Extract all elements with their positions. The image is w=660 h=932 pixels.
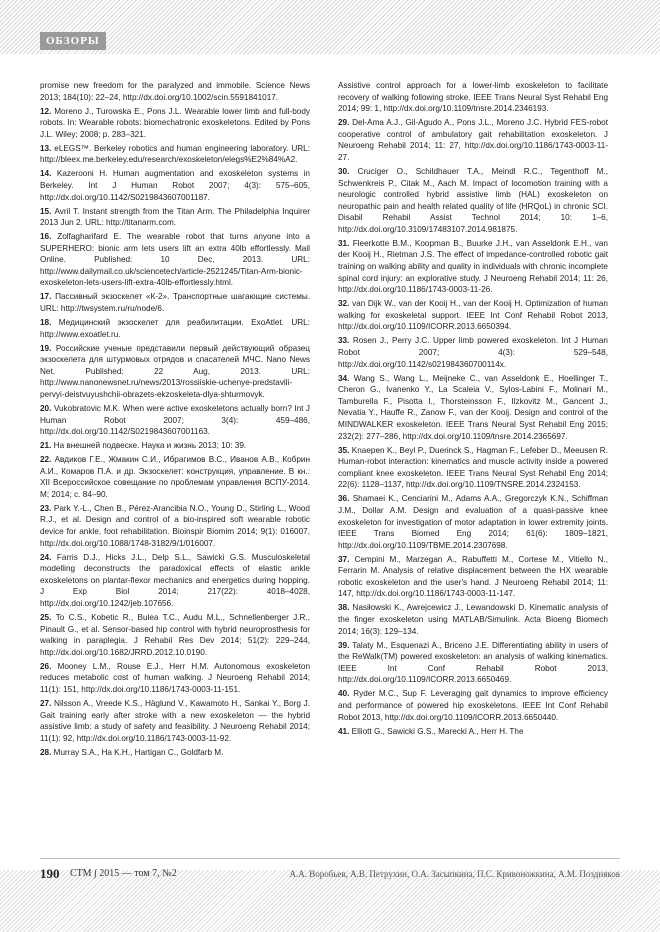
reference-item [338,602,608,637]
reference-text: Moreno J., Turowska E., Pons J.L. Wearable lower limb and full-body robots. In: Wearable robots: biomechatronic exoskeletons. Edited by Pons J.L. Wiley; 2008; p. 283–321. [40,106,310,139]
reference-number: 27 . [40,699,54,708]
reference-item [338,166,608,236]
reference-item [40,143,310,166]
reference-item [40,503,310,549]
reference-item [338,445,608,491]
reference-item [338,80,608,115]
reference-number: 29 . [338,118,352,127]
reference-number: 21 . [40,441,54,450]
reference-item [40,343,310,401]
reference-item [40,440,310,452]
section-label: ОБЗОРЫ [40,32,106,50]
reference-item [40,454,310,500]
reference-text: Mooney L.M., Rouse E.J., Herr H.M. Autonomous exoskeleton reduces metabolic cost of human walking. J Neuroeng Rehabil 2014; 11(1): 151, http://dx.doi.org/10.1186/1743-0003-11-151. [40,661,310,694]
reference-text: Fleerkotte B.M., Koopman B., Buurke J.H., van Asseldonk E.H., van der Kooij H., Rietman J.S. The effect of impedance-controlled robotic gait training on walking ability and quality in individuals with chronic incomplete spinal cord injury: an explorative study. J Neuroeng Rehabil 2014; 11: 26, http://dx.doi.org/10.1186/1743-0003-11-26. [338,238,608,295]
reference-item [40,168,310,203]
references-right-column [338,80,608,740]
reference-number: 28 . [40,748,54,757]
page-number: 190 [40,866,60,881]
reference-text: Российские ученые представили первый действующий образец экзоскелета для штурмовых отрядов и спасателей МЧС. Nano News Net. Published: 22 Aug, 2013. URL: http://www.nanonewsnet.ru/news/2013/rossiiskie-uchenye-predstavili-pervyi-deistvuyushchii-obrazets-ekzoskeleta-dlya-shturmovyk. [40,343,310,399]
reference-text: Cempini M., Marzegan A., Rabuffetti M., Cortese M., Vitiello N., Ferrarin M. Analysis of relative displacement between the HX wearable robotic exoskeleton and the user's hand. J Neuroeng Rehabil 2014; 11: 147, http://dx.doi.org/10.1186/1743-0003-11-147. [338,554,608,599]
reference-text: Авдиков Г.Е., Жмакин С.И., Ибрагимов В.С., Иванов А.В., Кобрин А.И., Комаров П.А. и др. Экзоскелет: конструкция, управление. В кн.: XII Всероссийское совещание по проблемам управления ВСПУ-2014. М; 2014; с. 84–90. [40,455,310,499]
reference-number: 30 . [338,167,358,176]
reference-number: 14 . [40,169,57,178]
reference-number: 41 . [338,727,352,736]
reference-text: Nilsson A., Vreede K.S., Häglund V., Kawamoto H., Sankai Y., Borg J. Gait training early after stroke with a new exoskeleton — the hybrid assistive limb: a study of safety and feasibility. J Neuroeng Rehabil 2014; 11(1): 92, http://dx.doi.org/10.1186/1743-0003-11-92. [40,698,310,743]
reference-number: 31 . [338,239,353,248]
reference-item [40,698,310,744]
page-footer [40,866,620,886]
reference-number: 33 . [338,336,353,345]
reference-number: 22 . [40,455,55,464]
reference-text: Talaty M., Esquenazi A., Briceno J.E. Differentiating ability in users of the ReWalk(TM) powered exoskeleton: an analysis of walking kinematics. IEEE Int Conf Rehabil Robot 2013, http://dx.doi.org/10.1109/ICORR.2013.6650469. [338,640,608,685]
reference-number: 12 . [40,107,54,116]
reference-text: Kazerooni H. Human augmentation and exoskeleton systems in Berkeley. Int J Human Robot 2007; 4(3): 575–605, http://dx.doi.org/10.1142/S0219843607001187. [40,169,310,202]
reference-item [40,206,310,229]
reference-text: Ryder M.C., Sup F. Leveraging gait dynamics to improve efficiency and performance of powered hip exoskeletons. IEEE Int Conf Rehabil Robot 2013, http://dx.doi.org/10.1109/ICORR.2013.6650440. [338,689,609,722]
reference-text: Del-Ama A.J., Gil-Agudo A., Pons J.L., Moreno J.C. Hybrid FES-robot cooperative control of ambulatory gait rehabilitation exoskeleton. J Neuroeng Rehabil 2014; 11: 27, http://dx.doi.org/10.1186/1743-0003-11-27. [338,118,608,162]
running-authors: А.А. Воробьев, А.В. Петрухин, О.А. Засыпкина, П.С. Кривоножкина, А.М. Поздняков [289,869,620,879]
reference-number: 19 . [40,344,56,353]
reference-item [40,106,310,141]
reference-text: Медицинский экзоскелет для реабилитации. ExoAtlet. URL: http://www.exoatlet.ru. [40,318,310,339]
reference-number: 34 . [338,374,354,383]
reference-item [338,117,608,163]
reference-text: Пассивный экзоскелет «К-2». Транспортные шагающие системы. URL: http://twsystem.ru/ru/node/6. [40,292,310,314]
reference-text: promise new freedom for the paralyzed and immobile. Science News 2013; 184(10): 22–24, http://dx.doi.org/10.1002/scin.5591841017. [40,81,310,102]
reference-text: Vukobratovic M.K. When were active exoskeletons actually born? Int J Human Robot 2007; 3(4): 459–486, http://dx.doi.org/10.1142/S0219843607001163. [40,403,310,437]
reference-item [338,554,608,600]
reference-text: van Dijk W., van der Kooij H., van der Kooij H. Optimization of human walking for exoskeletal support. IEEE Int Conf Rehabil Robot 2013, http://dx.doi.org/10.1109/ICORR.2013.6650394. [338,299,608,332]
references-left-column [40,80,310,761]
reference-item [338,238,608,296]
reference-text: Farris D.J., Hicks J.L., Delp S.L., Sawicki G.S. Musculoskeletal modelling deconstructs the paradoxical effects of elastic ankle exoskeletons on plantar-flexor mechanics and energetics during hopping. J Exp Biol 2014; 217(22): 4018–4028, http://dx.doi.org/10.1242/jeb.107656. [40,552,310,609]
reference-number: 32 . [338,299,352,308]
reference-text: eLEGS™. Berkeley robotics and human engineering laboratory. URL: http://bleex.me.berkeley.edu/research/exoskeleton/elegs%E2%84%A2. [40,143,310,165]
reference-item [40,747,310,759]
reference-number: 23 . [40,504,54,513]
reference-text: Nasiłowski K., Awrejcewicz J., Lewandowski D. Kinematic analysis of the finger exoskeleton using MATLAB/Simulink. Acta Bioeng Biomech 2014; 16(3): 129–134. [338,603,608,636]
reference-number: 13 . [40,144,54,153]
reference-item [338,373,608,443]
reference-text: Avril T. Instant strength from the Titan Arm. The Philadelphia Inquirer 2013 Jun 2. URL: http://titanarm.com. [40,206,310,228]
footer-divider [40,858,620,859]
reference-item [338,298,608,333]
reference-item [40,552,310,610]
reference-item [40,661,310,696]
reference-number: 24 . [40,553,57,562]
reference-number: 20 . [40,404,54,413]
reference-item [338,493,608,551]
reference-text: Murray S.A., Ha K.H., Hartigan C., Goldfarb M. [53,747,224,757]
reference-number: 26 . [40,662,58,671]
reference-item [338,640,608,686]
reference-item [40,80,310,103]
reference-number: 38 . [338,603,352,612]
reference-item [40,231,310,289]
journal-issue: СТМ ∫ 2015 — том 7, №2 [70,868,177,879]
reference-number: 16 . [40,232,57,241]
reference-text: Park Y.-L., Chen B., Pérez-Arancibia N.O., Young D., Stirling L., Wood R.J., et al. Design and control of a bio-inspired soft wearable robotic device for ankle, foot rehabilitation. Bioinspir Biomim 2014; 9(1): 016007, http://dx.doi.org/10.1088/1748-3182/9/1/016007. [40,503,310,548]
reference-text: Knaepen K., Beyl P., Duerinck S., Hagman F., Lefeber D., Meeusen R. Human-robot interaction: kinematics and muscle activity inside a powered compliant knee exoskeleton. IEEE Trans Neural Syst Rehabil Eng 2014; 22(6): 1128–1137, http://dx.doi.org/10.1109/TNSRE.2014.2324153. [338,445,608,490]
reference-text: Assistive control approach for a lower-limb exoskeleton to facilitate recovery of walking following stroke. IEEE Trans Neural Syst Rehabil Eng 2014; 99: 1, http://dx.doi.org/10.1109/tnsre.2014.2346193. [338,81,608,114]
reference-item [40,317,310,340]
reference-number: 15 . [40,207,54,216]
reference-item [338,335,608,370]
reference-number: 36 . [338,494,353,503]
reference-number: 40 . [338,689,353,698]
reference-text: Zolfagharifard E. The wearable robot that turns anyone into a SUPERHERO: bionic arm lets users lift an extra 40lb effortlessly. Mail Online. Published: 10 Dec, 2013. URL: http://www.dailymail.co.uk/sciencetech/article-2521245/Titan-Arm-bionic-exoskeleton-lets-users-lift-extra-40lb-effortlessly.html. [40,232,310,288]
reference-text: Rosen J., Perry J.C. Upper limb powered exoskeleton. Int J Human Robot 2007; 4(3): 529–548, http://dx.doi.org/10.1142/s021984360700114x. [338,336,608,369]
reference-text: На внешней подвеске. Наука и жизнь 2013; 10: 39. [53,441,247,451]
reference-item [338,688,608,723]
reference-item [40,291,310,314]
reference-text: Wang S., Wang L., Meijneke C., van Asseldonk E., Hoellinger T., Cheron G., Ivanenko Y., La Scaleia V., Sylos-Labini F., Molinari M., Tamburella F., Pisotta I., Thorsteinsson F., Ilzkovitz M., Gancent J., Nevatia Y., Hauffe R., Zanow F., van der Kooij. Design and control of the MINDWALKER exoskeleton. IEEE Trans Neural Syst Rehabil Eng 2015; 232(2): 277–286, http://dx.doi.org/10.1109/tnsre.2014.2365697. [338,373,608,441]
reference-text: Cruciger O., Schildhauer T.A., Meindl R.C., Tegenthoff M., Schwenkreis P., Citak M., Aach M. Impact of locomotion training with a neurologic controlled hybrid assistive limb (HAL) exoskeleton on neuropathic pain and health related quality of life (HRQoL) in chronic SCI. Disabil Rehabil Assist Technol 2014; 10: 1–6, http://dx.doi.org/10.3109/17483107.2014.981875. [338,166,608,234]
reference-number: 37 . [338,555,354,564]
reference-number: 39 . [338,641,352,650]
reference-item [338,726,608,738]
reference-number: 35 . [338,446,352,455]
reference-item [40,612,310,658]
reference-text: Shamaei K., Cenciarini M., Adams A.A., Gregorczyk K.N., Schiffman J.M., Dollar A.M. Design and evaluation of a quasi-passive knee exoskeleton for investigation of motor adaptation in lower extremity joints. IEEE Trans Biomed Eng 2014; 61(6): 1809–1821, http://dx.doi.org/10.1109/TBME.2014.2307698. [338,494,608,550]
reference-number: 25 . [40,613,56,622]
reference-item [40,403,310,438]
reference-number: 18 . [40,318,59,327]
reference-text: Elliott G., Sawicki G.S., Marecki A., Herr H. The [351,726,524,736]
reference-text: To C.S., Kobetic R., Bulea T.C., Audu M.L., Schnellenberger J.R., Pinault G., et al. Sensor-based hip control with hybrid neuroprosthesis for walking in paraplegia. J Rehabil Res Dev 2014; 51(2): 229–244, http://dx.doi.org/10.1682/JRRD.2012.10.0190. [40,613,310,657]
reference-number: 17 . [40,292,55,301]
